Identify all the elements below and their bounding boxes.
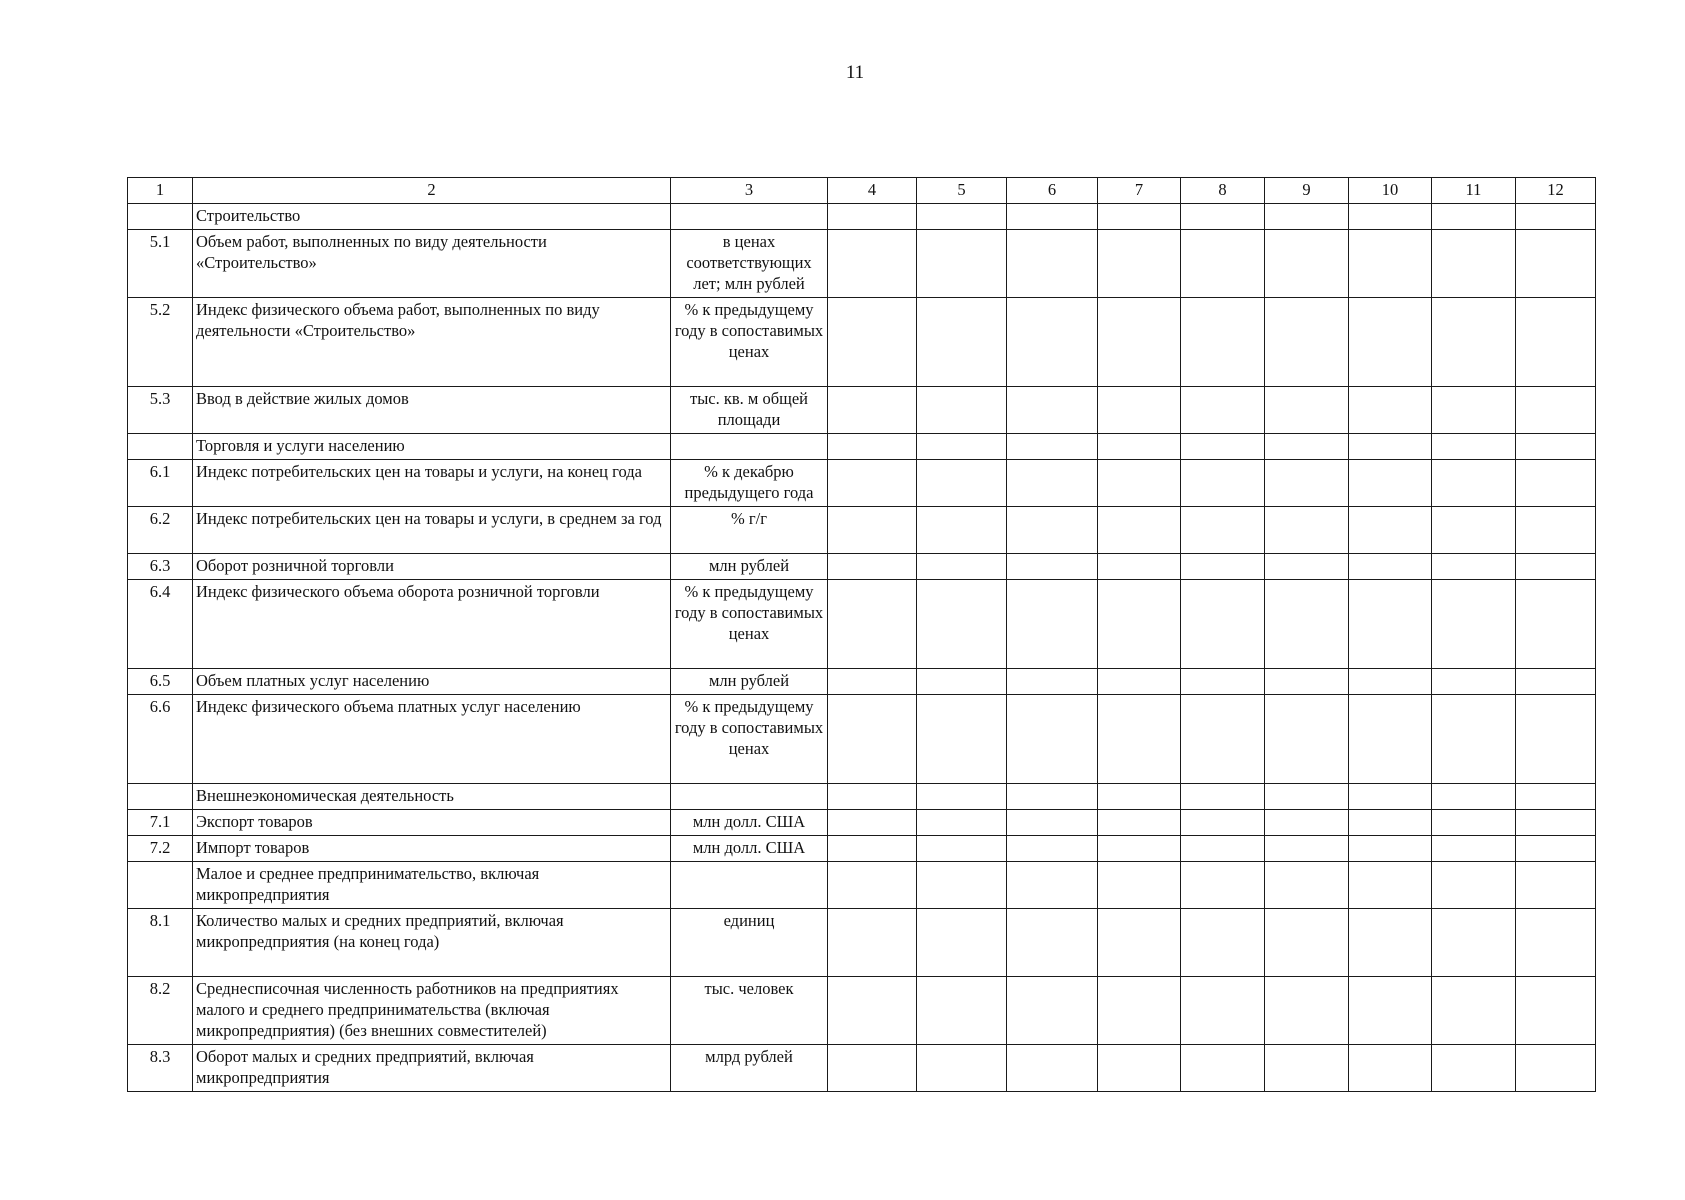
value-cell	[1265, 810, 1349, 836]
indicator-name: Оборот малых и средних предприятий, включая микропредприятия	[193, 1045, 671, 1092]
indicator-name: Ввод в действие жилых домов	[193, 387, 671, 434]
value-cell	[1265, 204, 1349, 230]
value-cell	[1181, 507, 1265, 554]
value-cell	[1432, 460, 1516, 507]
value-cell	[1265, 784, 1349, 810]
indicator-name: Объем платных услуг населению	[193, 669, 671, 695]
value-cell	[917, 784, 1007, 810]
value-cell	[1098, 298, 1181, 387]
value-cell	[1432, 784, 1516, 810]
value-cell	[1516, 862, 1596, 909]
value-cell	[1181, 387, 1265, 434]
header-cell: 9	[1265, 178, 1349, 204]
header-cell: 8	[1181, 178, 1265, 204]
value-cell	[1349, 230, 1432, 298]
row-number: 6.2	[128, 507, 193, 554]
section-row	[128, 784, 1596, 810]
value-cell	[1098, 669, 1181, 695]
value-cell	[1098, 204, 1181, 230]
value-cell	[1181, 909, 1265, 977]
value-cell	[1349, 204, 1432, 230]
value-cell	[828, 434, 917, 460]
row-number	[128, 862, 193, 909]
value-cell	[1349, 977, 1432, 1045]
value-cell	[828, 862, 917, 909]
value-cell	[1516, 836, 1596, 862]
indicators-table	[127, 177, 1596, 1092]
value-cell	[1432, 434, 1516, 460]
unit-cell	[671, 434, 828, 460]
row-number: 6.4	[128, 580, 193, 669]
value-cell	[1265, 507, 1349, 554]
value-cell	[828, 387, 917, 434]
value-cell	[1432, 862, 1516, 909]
value-cell	[1516, 460, 1596, 507]
value-cell	[1007, 810, 1098, 836]
value-cell	[1265, 695, 1349, 784]
value-cell	[1098, 784, 1181, 810]
value-cell	[917, 836, 1007, 862]
value-cell	[1432, 909, 1516, 977]
value-cell	[1516, 554, 1596, 580]
unit-cell: тыс. человек	[671, 977, 828, 1045]
value-cell	[1007, 977, 1098, 1045]
value-cell	[917, 1045, 1007, 1092]
unit-cell: % к предыдущему году в сопоставимых ценах	[671, 298, 828, 387]
value-cell	[1181, 580, 1265, 669]
row-number	[128, 204, 193, 230]
value-cell	[1007, 862, 1098, 909]
value-cell	[1098, 909, 1181, 977]
value-cell	[1098, 695, 1181, 784]
unit-cell: млрд рублей	[671, 1045, 828, 1092]
row-number: 7.1	[128, 810, 193, 836]
value-cell	[1265, 554, 1349, 580]
value-cell	[1265, 580, 1349, 669]
value-cell	[917, 977, 1007, 1045]
row-number: 5.3	[128, 387, 193, 434]
value-cell	[1181, 204, 1265, 230]
value-cell	[917, 434, 1007, 460]
row-number: 6.5	[128, 669, 193, 695]
value-cell	[1098, 554, 1181, 580]
table-row	[128, 909, 1596, 977]
value-cell	[1349, 580, 1432, 669]
section-title: Малое и среднее предпринимательство, включая микропредприятия	[193, 862, 671, 909]
indicator-name: Индекс физического объема платных услуг населению	[193, 695, 671, 784]
value-cell	[917, 230, 1007, 298]
value-cell	[1181, 862, 1265, 909]
value-cell	[1098, 460, 1181, 507]
value-cell	[1007, 554, 1098, 580]
indicator-name: Индекс физического объема оборота розничной торговли	[193, 580, 671, 669]
value-cell	[1098, 230, 1181, 298]
value-cell	[1265, 230, 1349, 298]
indicator-name: Индекс потребительских цен на товары и услуги, в среднем за год	[193, 507, 671, 554]
value-cell	[1181, 810, 1265, 836]
indicator-name: Количество малых и средних предприятий, включая микропредприятия (на конец года)	[193, 909, 671, 977]
value-cell	[1349, 298, 1432, 387]
value-cell	[1181, 669, 1265, 695]
row-number	[128, 784, 193, 810]
value-cell	[828, 977, 917, 1045]
value-cell	[1432, 507, 1516, 554]
value-cell	[1098, 1045, 1181, 1092]
value-cell	[828, 909, 917, 977]
value-cell	[1516, 784, 1596, 810]
value-cell	[1098, 434, 1181, 460]
unit-cell: млн долл. США	[671, 810, 828, 836]
value-cell	[1098, 836, 1181, 862]
value-cell	[1349, 669, 1432, 695]
section-row	[128, 204, 1596, 230]
unit-cell: млн рублей	[671, 669, 828, 695]
value-cell	[917, 460, 1007, 507]
value-cell	[828, 836, 917, 862]
unit-cell: тыс. кв. м общей площади	[671, 387, 828, 434]
value-cell	[828, 298, 917, 387]
unit-cell: % к декабрю предыдущего года	[671, 460, 828, 507]
value-cell	[828, 695, 917, 784]
value-cell	[1432, 695, 1516, 784]
value-cell	[828, 204, 917, 230]
value-cell	[1007, 784, 1098, 810]
table-row	[128, 836, 1596, 862]
unit-cell: % к предыдущему году в сопоставимых ценах	[671, 695, 828, 784]
value-cell	[1349, 909, 1432, 977]
header-cell: 3	[671, 178, 828, 204]
value-cell	[828, 1045, 917, 1092]
value-cell	[1265, 909, 1349, 977]
row-number: 8.1	[128, 909, 193, 977]
value-cell	[828, 810, 917, 836]
value-cell	[1349, 460, 1432, 507]
value-cell	[828, 230, 917, 298]
table-row	[128, 580, 1596, 669]
header-cell: 10	[1349, 178, 1432, 204]
value-cell	[1349, 836, 1432, 862]
value-cell	[828, 554, 917, 580]
value-cell	[1349, 387, 1432, 434]
value-cell	[1098, 977, 1181, 1045]
header-cell: 11	[1432, 178, 1516, 204]
value-cell	[1098, 387, 1181, 434]
value-cell	[1516, 580, 1596, 669]
value-cell	[1265, 1045, 1349, 1092]
indicator-name: Импорт товаров	[193, 836, 671, 862]
section-title: Торговля и услуги населению	[193, 434, 671, 460]
unit-cell: % г/г	[671, 507, 828, 554]
value-cell	[828, 669, 917, 695]
value-cell	[1181, 554, 1265, 580]
header-cell: 1	[128, 178, 193, 204]
row-number: 7.2	[128, 836, 193, 862]
value-cell	[1516, 810, 1596, 836]
header-cell: 2	[193, 178, 671, 204]
value-cell	[1181, 230, 1265, 298]
value-cell	[917, 298, 1007, 387]
table-row	[128, 1045, 1596, 1092]
indicator-name: Оборот розничной торговли	[193, 554, 671, 580]
value-cell	[1007, 836, 1098, 862]
row-number: 5.1	[128, 230, 193, 298]
section-row	[128, 862, 1596, 909]
value-cell	[1098, 862, 1181, 909]
value-cell	[1181, 784, 1265, 810]
value-cell	[1516, 507, 1596, 554]
row-number: 6.1	[128, 460, 193, 507]
value-cell	[1432, 977, 1516, 1045]
value-cell	[1432, 836, 1516, 862]
table-row	[128, 387, 1596, 434]
value-cell	[1516, 204, 1596, 230]
value-cell	[917, 909, 1007, 977]
value-cell	[1098, 810, 1181, 836]
unit-cell: млн долл. США	[671, 836, 828, 862]
value-cell	[1349, 810, 1432, 836]
value-cell	[1007, 298, 1098, 387]
page-number: 11	[845, 62, 865, 83]
value-cell	[1181, 836, 1265, 862]
table-row	[128, 460, 1596, 507]
value-cell	[1432, 230, 1516, 298]
value-cell	[1007, 460, 1098, 507]
value-cell	[828, 460, 917, 507]
value-cell	[828, 580, 917, 669]
header-cell: 4	[828, 178, 917, 204]
value-cell	[1516, 669, 1596, 695]
value-cell	[1265, 836, 1349, 862]
value-cell	[1432, 810, 1516, 836]
value-cell	[1516, 230, 1596, 298]
value-cell	[917, 669, 1007, 695]
value-cell	[1349, 507, 1432, 554]
row-number: 8.3	[128, 1045, 193, 1092]
value-cell	[1007, 230, 1098, 298]
value-cell	[917, 507, 1007, 554]
unit-cell: в ценах соответствующих лет; млн рублей	[671, 230, 828, 298]
value-cell	[1349, 434, 1432, 460]
value-cell	[1098, 580, 1181, 669]
value-cell	[1265, 977, 1349, 1045]
value-cell	[1516, 387, 1596, 434]
value-cell	[1181, 695, 1265, 784]
value-cell	[917, 580, 1007, 669]
value-cell	[1007, 580, 1098, 669]
value-cell	[828, 507, 917, 554]
value-cell	[1181, 434, 1265, 460]
table-row	[128, 298, 1596, 387]
header-cell: 7	[1098, 178, 1181, 204]
header-cell: 5	[917, 178, 1007, 204]
value-cell	[1265, 862, 1349, 909]
value-cell	[1349, 554, 1432, 580]
value-cell	[1516, 434, 1596, 460]
value-cell	[917, 387, 1007, 434]
indicator-name: Экспорт товаров	[193, 810, 671, 836]
value-cell	[1516, 695, 1596, 784]
value-cell	[917, 554, 1007, 580]
section-row	[128, 434, 1596, 460]
row-number: 6.6	[128, 695, 193, 784]
indicator-name: Индекс физического объема работ, выполненных по виду деятельности «Строительство»	[193, 298, 671, 387]
value-cell	[1265, 434, 1349, 460]
value-cell	[1007, 507, 1098, 554]
value-cell	[1265, 460, 1349, 507]
value-cell	[1181, 977, 1265, 1045]
unit-cell: единиц	[671, 909, 828, 977]
value-cell	[1181, 460, 1265, 507]
value-cell	[1432, 580, 1516, 669]
value-cell	[1516, 909, 1596, 977]
value-cell	[1265, 387, 1349, 434]
table-row	[128, 669, 1596, 695]
section-title: Строительство	[193, 204, 671, 230]
row-number: 5.2	[128, 298, 193, 387]
value-cell	[1007, 434, 1098, 460]
unit-cell: млн рублей	[671, 554, 828, 580]
table-row	[128, 695, 1596, 784]
value-cell	[1432, 387, 1516, 434]
unit-cell	[671, 204, 828, 230]
value-cell	[917, 862, 1007, 909]
unit-cell	[671, 862, 828, 909]
unit-cell	[671, 784, 828, 810]
value-cell	[828, 784, 917, 810]
indicator-name: Среднесписочная численность работников на предприятиях малого и среднего предпринимательства (включая микропредприятия) (без внешних совместителей)	[193, 977, 671, 1045]
value-cell	[1349, 784, 1432, 810]
row-number: 8.2	[128, 977, 193, 1045]
value-cell	[1516, 977, 1596, 1045]
table-row	[128, 977, 1596, 1045]
header-cell: 12	[1516, 178, 1596, 204]
value-cell	[1265, 298, 1349, 387]
table-row	[128, 554, 1596, 580]
value-cell	[917, 204, 1007, 230]
value-cell	[1007, 1045, 1098, 1092]
value-cell	[1265, 669, 1349, 695]
indicator-name: Индекс потребительских цен на товары и услуги, на конец года	[193, 460, 671, 507]
value-cell	[1349, 695, 1432, 784]
value-cell	[1098, 507, 1181, 554]
table-row	[128, 507, 1596, 554]
value-cell	[917, 695, 1007, 784]
value-cell	[1432, 554, 1516, 580]
unit-cell: % к предыдущему году в сопоставимых ценах	[671, 580, 828, 669]
row-number: 6.3	[128, 554, 193, 580]
value-cell	[1007, 669, 1098, 695]
value-cell	[1007, 909, 1098, 977]
value-cell	[917, 810, 1007, 836]
value-cell	[1007, 695, 1098, 784]
value-cell	[1007, 387, 1098, 434]
table-row	[128, 230, 1596, 298]
value-cell	[1181, 298, 1265, 387]
value-cell	[1181, 1045, 1265, 1092]
value-cell	[1516, 1045, 1596, 1092]
header-row	[128, 178, 1596, 204]
header-cell: 6	[1007, 178, 1098, 204]
value-cell	[1349, 862, 1432, 909]
value-cell	[1432, 669, 1516, 695]
value-cell	[1432, 298, 1516, 387]
value-cell	[1349, 1045, 1432, 1092]
value-cell	[1007, 204, 1098, 230]
value-cell	[1432, 204, 1516, 230]
value-cell	[1432, 1045, 1516, 1092]
value-cell	[1516, 298, 1596, 387]
section-title: Внешнеэкономическая деятельность	[193, 784, 671, 810]
indicator-name: Объем работ, выполненных по виду деятельности «Строительство»	[193, 230, 671, 298]
table-row	[128, 810, 1596, 836]
row-number	[128, 434, 193, 460]
